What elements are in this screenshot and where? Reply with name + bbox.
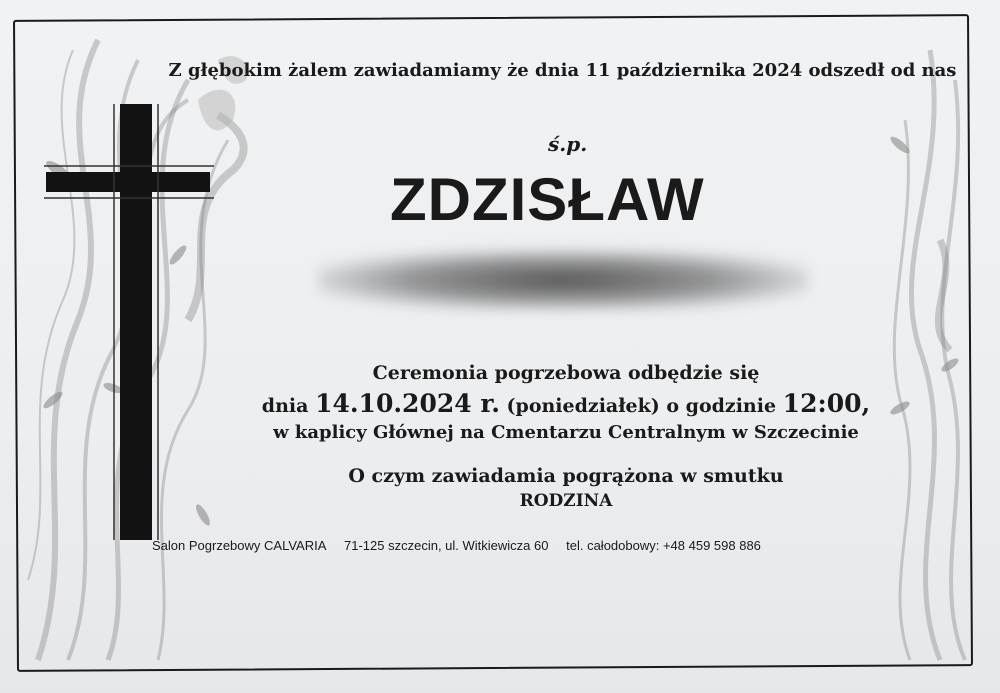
deceased-surname-blurred (318, 250, 808, 310)
funeral-home-footer (152, 538, 775, 553)
ceremony-weekday: (poniedziałek) o godzinie (506, 395, 777, 417)
ceremony-time: 12:00, (782, 389, 871, 418)
ceremony-date: 14.10.2024 r. (315, 389, 500, 418)
family-signature: RODZINA (519, 491, 613, 511)
company-name: Salon Pogrzebowy CALVARIA (152, 538, 327, 553)
ceremony-place: w kaplicy Głównej na Cmentarzu Centralnym w Szczecinie (273, 422, 859, 443)
deceased-first-name: ZDZISŁAW (390, 166, 705, 233)
ceremony-day-prefix: dnia (261, 395, 309, 417)
ceremony-date-line (0, 389, 1000, 418)
page-border (13, 14, 973, 672)
inform-line: O czym zawiadamia pogrążona w smutku (348, 465, 784, 487)
ceremony-line: Ceremonia pogrzebowa odbędzie się (372, 362, 760, 384)
sp-abbreviation: ś.p. (548, 132, 588, 156)
company-address: 71-125 szczecin, ul. Witkiewicza 60 (344, 538, 549, 553)
intro-text: Z głębokim żalem zawiadamiamy że dnia 11 października 2024 odszedł od nas (168, 60, 957, 81)
company-phone: tel. całodobowy: +48 459 598 886 (566, 538, 761, 553)
